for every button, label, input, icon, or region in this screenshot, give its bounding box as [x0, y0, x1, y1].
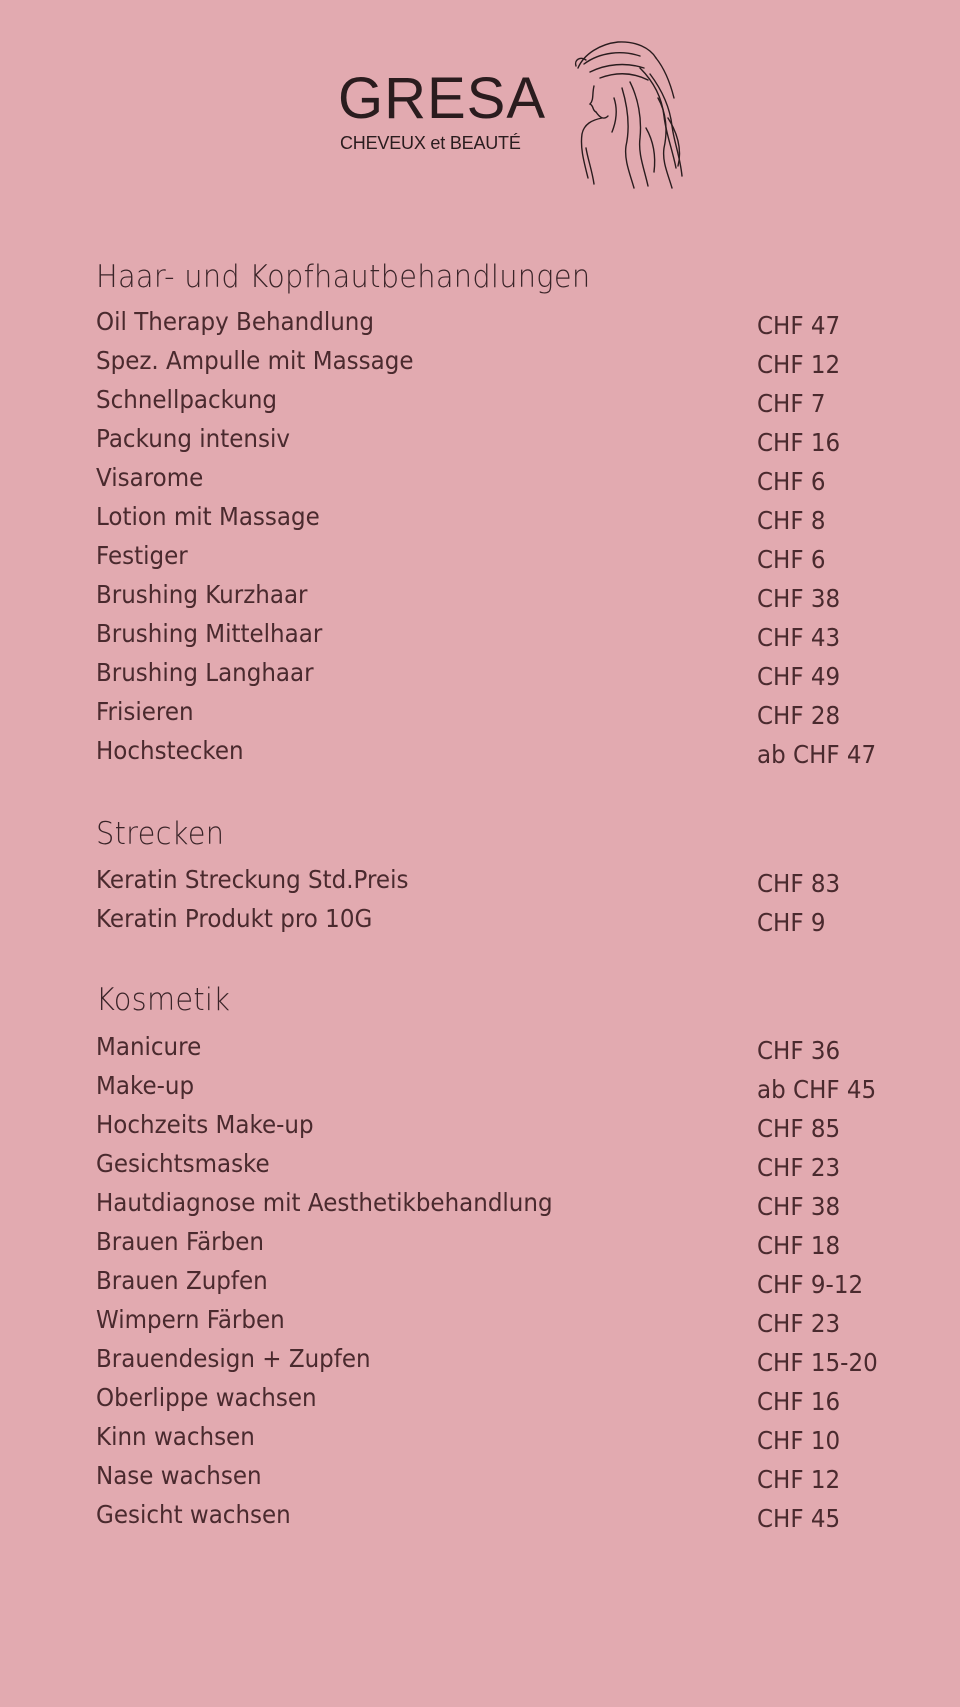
- woman-silhouette-icon: [570, 38, 690, 190]
- list-item: [96, 621, 916, 657]
- item-name: Oberlippe wachsen: [96, 1383, 317, 1412]
- item-price: CHF 6: [757, 467, 826, 496]
- item-price: CHF 6: [757, 545, 826, 574]
- item-price: CHF 38: [757, 1192, 841, 1221]
- list-item: [96, 1112, 916, 1148]
- list-item: [96, 906, 916, 942]
- item-name: Festiger: [96, 541, 188, 570]
- list-item: [96, 465, 916, 501]
- item-name: Brushing Mittelhaar: [96, 619, 323, 648]
- brand-tagline: CHEVEUX et BEAUTÉ: [340, 133, 521, 153]
- list-item: [96, 1034, 916, 1070]
- section-title-strecken: Strecken: [96, 816, 225, 852]
- item-name: Make-up: [96, 1071, 195, 1100]
- item-price: CHF 83: [757, 869, 841, 898]
- list-item: [96, 1424, 916, 1460]
- list-item: [96, 1502, 916, 1538]
- item-price: CHF 8: [757, 506, 826, 535]
- item-name: Gesichtsmaske: [96, 1149, 270, 1178]
- item-name: Brauen Zupfen: [96, 1266, 268, 1295]
- list-item: [96, 348, 916, 384]
- item-name: Visarome: [96, 463, 204, 492]
- item-price: CHF 43: [757, 623, 841, 652]
- item-name: Brushing Kurzhaar: [96, 580, 308, 609]
- item-price: CHF 10: [757, 1426, 841, 1455]
- item-name: Kinn wachsen: [96, 1422, 255, 1451]
- list-item: [96, 1268, 916, 1304]
- item-price: CHF 12: [757, 1465, 841, 1494]
- item-price: CHF 36: [757, 1036, 841, 1065]
- list-item: [96, 504, 916, 540]
- list-item: [96, 387, 916, 423]
- item-price: CHF 16: [757, 1387, 841, 1416]
- item-name: Lotion mit Massage: [96, 502, 320, 531]
- item-price: CHF 85: [757, 1114, 841, 1143]
- item-price: ab CHF 45: [757, 1075, 877, 1104]
- item-name: Keratin Streckung Std.Preis: [96, 865, 409, 894]
- list-item: [96, 1229, 916, 1265]
- item-price: CHF 28: [757, 701, 841, 730]
- list-item: [96, 699, 916, 735]
- item-name: Spez. Ampulle mit Massage: [96, 346, 414, 375]
- list-item: [96, 309, 916, 345]
- brand-logo: [338, 38, 688, 193]
- list-item: [96, 738, 916, 774]
- item-name: Keratin Produkt pro 10G: [96, 904, 373, 933]
- item-name: Gesicht wachsen: [96, 1500, 291, 1529]
- item-price: CHF 9-12: [757, 1270, 864, 1299]
- list-item: [96, 1307, 916, 1343]
- item-name: Packung intensiv: [96, 424, 290, 453]
- item-price: CHF 7: [757, 389, 826, 418]
- list-item: [96, 867, 916, 903]
- item-price: CHF 16: [757, 428, 841, 457]
- item-name: Hochzeits Make-up: [96, 1110, 314, 1139]
- section-title-haar: Haar- und Kopfhautbehandlungen: [96, 259, 591, 295]
- item-name: Schnellpackung: [96, 385, 278, 414]
- item-name: Oil Therapy Behandlung: [96, 307, 374, 336]
- item-name: Brushing Langhaar: [96, 658, 314, 687]
- item-price: CHF 49: [757, 662, 841, 691]
- section-title-kosmetik: Kosmetik: [96, 982, 231, 1018]
- item-price: CHF 18: [757, 1231, 841, 1260]
- item-name: Wimpern Färben: [96, 1305, 285, 1334]
- item-price: CHF 38: [757, 584, 841, 613]
- brand-name: GRESA: [338, 66, 547, 131]
- item-price: CHF 45: [757, 1504, 841, 1533]
- item-name: Brauen Färben: [96, 1227, 264, 1256]
- list-item: [96, 1190, 916, 1226]
- item-price: CHF 23: [757, 1153, 841, 1182]
- item-name: Manicure: [96, 1032, 202, 1061]
- list-item: [96, 426, 916, 462]
- list-item: [96, 1385, 916, 1421]
- item-price: CHF 47: [757, 311, 841, 340]
- list-item: [96, 582, 916, 618]
- item-price: ab CHF 47: [757, 740, 877, 769]
- list-item: [96, 1151, 916, 1187]
- item-name: Nase wachsen: [96, 1461, 262, 1490]
- item-name: Hochstecken: [96, 736, 244, 765]
- item-price: CHF 23: [757, 1309, 841, 1338]
- list-item: [96, 1073, 916, 1109]
- item-name: Frisieren: [96, 697, 194, 726]
- item-name: Brauendesign + Zupfen: [96, 1344, 371, 1373]
- list-item: [96, 1346, 916, 1382]
- item-price: CHF 12: [757, 350, 841, 379]
- list-item: [96, 543, 916, 579]
- item-price: CHF 9: [757, 908, 826, 937]
- list-item: [96, 1463, 916, 1499]
- item-price: CHF 15-20: [757, 1348, 878, 1377]
- list-item: [96, 660, 916, 696]
- item-name: Hautdiagnose mit Aesthetikbehandlung: [96, 1188, 553, 1217]
